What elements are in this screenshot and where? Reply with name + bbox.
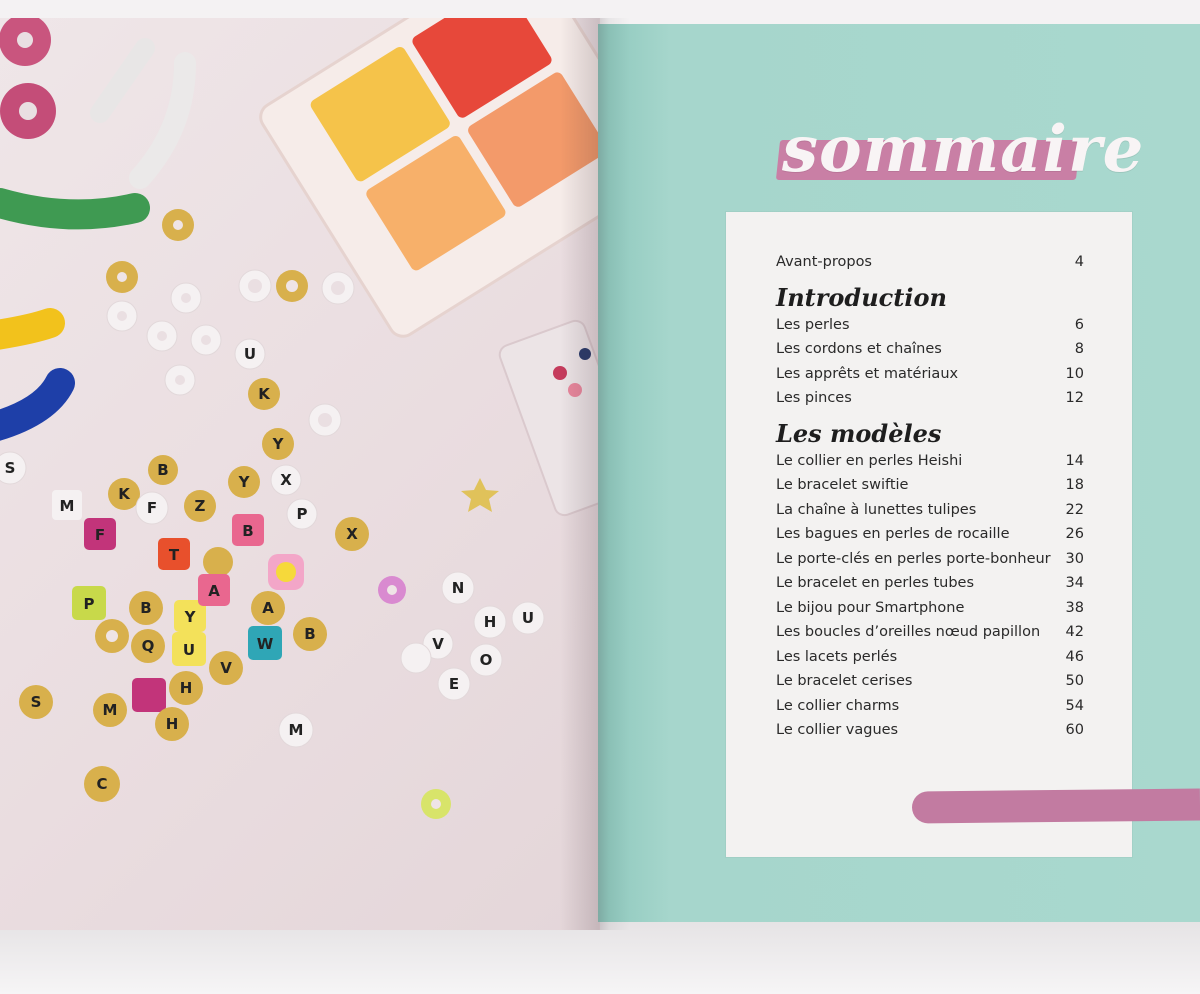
svg-text:C: C	[96, 775, 108, 793]
toc-entry-label: La chaîne à lunettes tulipes	[776, 501, 977, 518]
toc-entry-page: 8	[1074, 341, 1084, 357]
svg-text:F: F	[94, 526, 106, 544]
toc-entry-page: 22	[1065, 501, 1084, 518]
seed-bead	[568, 383, 582, 397]
blue-tube-bead	[0, 383, 60, 428]
toc-section-heading: Les modèles	[776, 418, 942, 448]
toc-entry	[776, 620, 1084, 645]
letter-beads	[0, 339, 544, 802]
svg-text:B: B	[304, 625, 316, 643]
page-title: sommaire	[782, 112, 1145, 187]
svg-text:U: U	[521, 609, 535, 627]
bead-photo	[0, 18, 600, 930]
toc-entry-label: Les perles	[776, 316, 850, 333]
toc-entry-label: Le bracelet swiftie	[776, 477, 909, 493]
contents-title-block	[778, 112, 1145, 198]
toc-entry-page: 12	[1065, 390, 1084, 406]
svg-text:F: F	[146, 499, 158, 517]
svg-text:M: M	[288, 721, 304, 739]
table-of-contents	[776, 250, 1084, 743]
toc-entry	[776, 313, 1084, 338]
toc-entry-page: 46	[1065, 648, 1084, 665]
toc-entry	[776, 250, 1084, 275]
svg-text:Y: Y	[272, 435, 284, 453]
toc-section-heading: Introduction	[776, 282, 947, 312]
svg-text:V: V	[220, 659, 232, 677]
svg-text:Y: Y	[184, 608, 196, 626]
svg-text:Q: Q	[141, 637, 155, 655]
bottom-brush-stroke	[912, 788, 1200, 823]
toc-entry	[776, 669, 1084, 694]
svg-text:W: W	[256, 635, 274, 653]
toc-entry	[776, 547, 1084, 572]
svg-text:U: U	[243, 345, 257, 363]
toc-entry	[776, 498, 1084, 523]
svg-text:H: H	[179, 679, 193, 697]
toc-entry-label: Les apprêts et matériaux	[776, 365, 959, 382]
toc-entry	[776, 645, 1084, 670]
toc-entry-page: 4	[1074, 254, 1084, 270]
toc-entry-page: 38	[1065, 599, 1084, 616]
green-tube-bead	[0, 203, 135, 214]
svg-text:P: P	[83, 595, 95, 613]
svg-text:Z: Z	[194, 497, 206, 515]
svg-text:A: A	[208, 582, 220, 600]
svg-text:O: O	[479, 651, 493, 669]
toc-entry-page: 50	[1065, 673, 1084, 689]
toc-entry-label: Les pinces	[776, 390, 852, 406]
toc-entry-page: 30	[1065, 550, 1084, 567]
toc-entry-label: Les bagues en perles de rocaille	[776, 526, 1010, 542]
toc-entry-label: Le collier charms	[776, 697, 900, 714]
svg-text:S: S	[30, 693, 42, 711]
toc-entry-label: Le bracelet en perles tubes	[776, 575, 975, 591]
toc-entry	[776, 473, 1084, 498]
toc-entry-label: Les boucles d’oreilles nœud papillon	[776, 624, 1041, 640]
svg-text:K: K	[258, 385, 270, 403]
svg-text:E: E	[448, 675, 460, 693]
toc-entry-page: 18	[1065, 477, 1084, 493]
toc-entry	[776, 386, 1084, 411]
toc-entry	[776, 694, 1084, 719]
svg-text:A: A	[262, 599, 274, 617]
svg-text:B: B	[140, 599, 152, 617]
svg-text:X: X	[346, 525, 358, 543]
bead-photo-page	[0, 18, 600, 930]
toc-entry-label: Le collier vagues	[776, 722, 899, 738]
toc-entry-page: 60	[1065, 722, 1084, 738]
toc-entry-label: Le porte-clés en perles porte-bonheur	[776, 550, 1051, 567]
bead-tray	[255, 18, 600, 342]
silver-tube-bead	[100, 48, 145, 113]
svg-text:B: B	[242, 522, 254, 540]
svg-text:Y: Y	[238, 473, 250, 491]
toc-entry-label: Le bracelet cerises	[776, 673, 913, 689]
toc-entry-label: Le collier en perles Heishi	[776, 452, 963, 469]
svg-text:N: N	[451, 579, 465, 597]
toc-entry	[776, 337, 1084, 362]
svg-text:V: V	[432, 635, 444, 653]
svg-text:T: T	[168, 546, 180, 564]
seed-bead	[579, 348, 591, 360]
toc-entry-page: 14	[1065, 452, 1084, 469]
toc-entry	[776, 449, 1084, 474]
svg-text:B: B	[157, 461, 169, 479]
toc-entry	[776, 718, 1084, 743]
toc-entry-label: Les lacets perlés	[776, 648, 898, 665]
toc-entry-label: Le bijou pour Smartphone	[776, 599, 965, 616]
silver-tube-bead	[140, 63, 185, 178]
toc-entry-page: 26	[1065, 526, 1084, 542]
svg-text:U: U	[182, 641, 196, 659]
toc-entry-page: 6	[1074, 316, 1084, 333]
toc-entry	[776, 362, 1084, 387]
toc-entry-label: Avant-propos	[776, 254, 872, 270]
toc-entry	[776, 596, 1084, 621]
svg-text:K: K	[118, 485, 130, 503]
svg-text:P: P	[296, 505, 308, 523]
svg-text:H: H	[483, 613, 497, 631]
toc-entry-page: 10	[1065, 365, 1084, 382]
toc-entry	[776, 571, 1084, 596]
toc-entry-page: 34	[1065, 575, 1084, 591]
svg-text:M: M	[102, 701, 118, 719]
toc-entry-page: 42	[1065, 624, 1084, 640]
yellow-tube-bead	[0, 323, 50, 336]
svg-text:H: H	[165, 715, 179, 733]
toc-entry-label: Les cordons et chaînes	[776, 341, 942, 357]
toc-entry	[776, 522, 1084, 547]
svg-text:M: M	[59, 497, 75, 515]
seed-bead	[553, 366, 567, 380]
svg-text:X: X	[280, 471, 292, 489]
svg-text:S: S	[4, 459, 16, 477]
toc-entry-page: 54	[1065, 697, 1084, 714]
